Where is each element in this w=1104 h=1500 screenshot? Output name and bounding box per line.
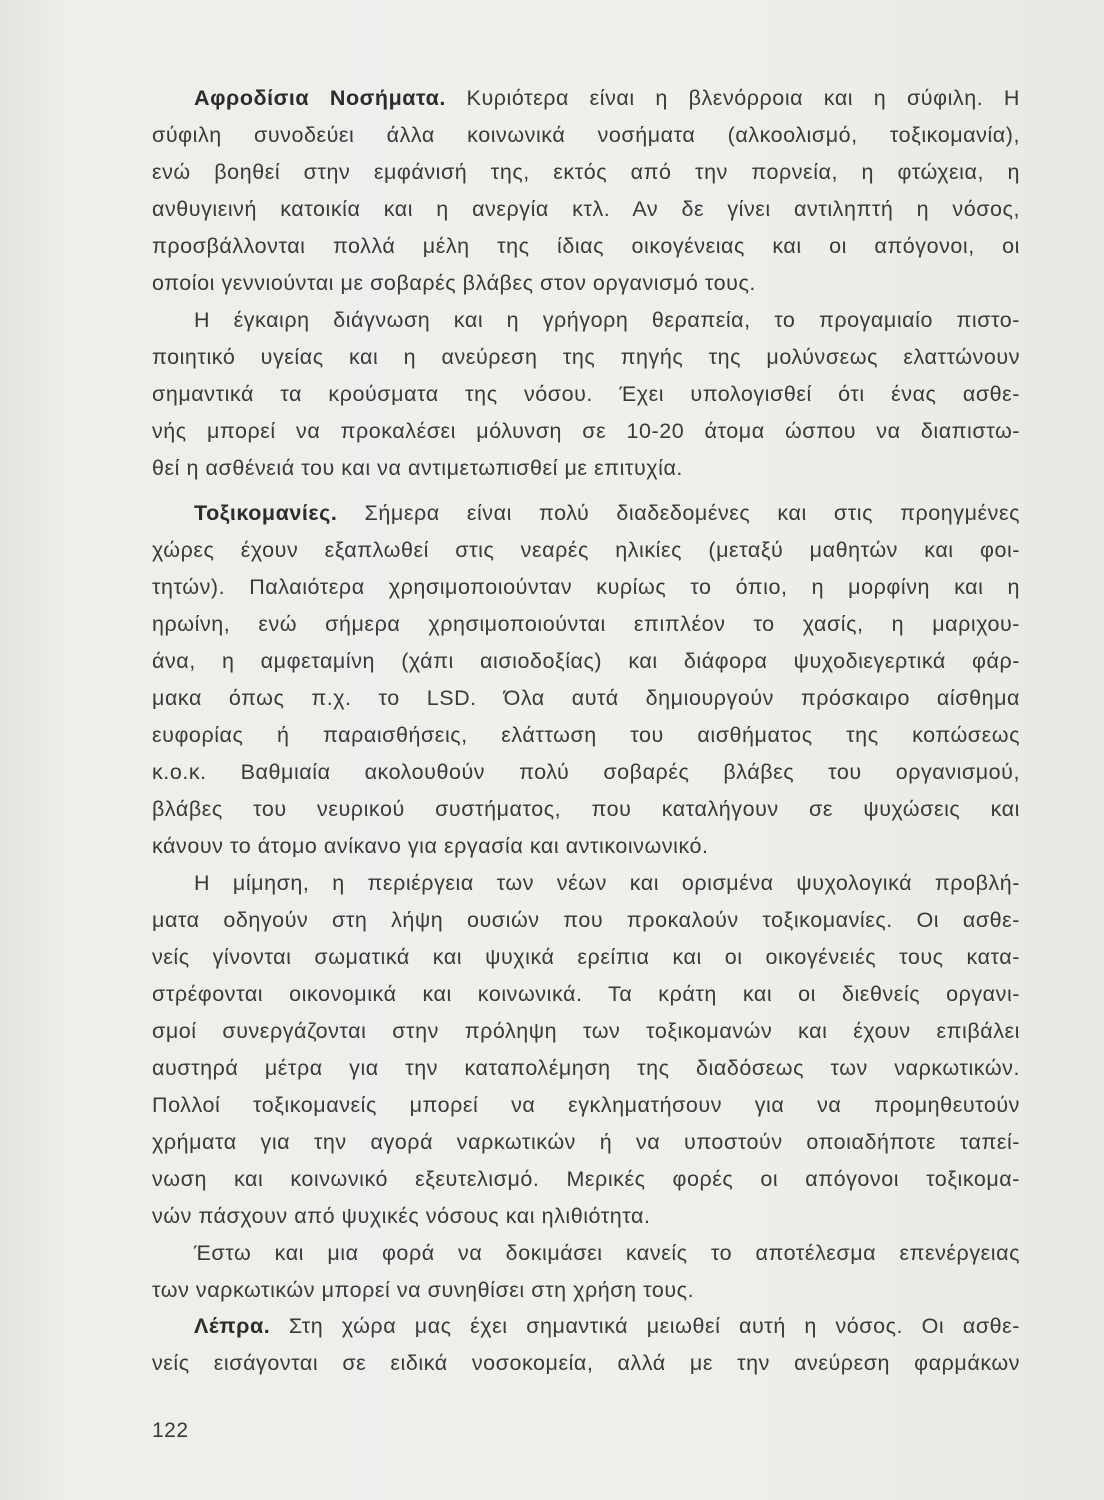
text-line: Τοξικομανίες. Σήμερα είναι πολύ διαδεδομένες και στις προηγμένες: [194, 501, 1020, 525]
text-line: νείς γίνονται σωματικά και ψυχικά ερείπια και οι οικογένειές τους κατα-: [152, 945, 1020, 969]
text-line: ανθυγιεινή κατοικία και η ανεργία κτλ. Αν δε γίνει αντιληπτή η νόσος,: [152, 197, 1020, 221]
text-line: ευφορίας ή παραισθήσεις, ελάττωση του αισθήματος της κοπώσεως: [152, 723, 1020, 747]
section-heading: Τοξικομανίες.: [194, 501, 338, 525]
text-line: νείς εισάγονται σε ειδικά νοσοκομεία, αλλά με την ανεύρεση φαρμάκων: [152, 1351, 1020, 1375]
text-line: νής μπορεί να προκαλέσει μόλυνση σε 10-20 άτομα ώσπου να διαπιστω-: [152, 419, 1020, 443]
text-line: νών πάσχουν από ψυχικές νόσους και ηλιθιότητα.: [152, 1204, 651, 1228]
text-line: κ.ο.κ. Βαθμιαία ακολουθούν πολύ σοβαρές βλάβες του οργανισμού,: [152, 760, 1020, 784]
text-line: των ναρκωτικών μπορεί να συνηθίσει στη χρήση τους.: [152, 1278, 695, 1302]
text-line: στρέφονται οικονομικά και κοινωνικά. Τα κράτη και οι διεθνείς οργανι-: [152, 982, 1020, 1006]
text-line: βλάβες του νευρικού συστήματος, που καταλήγουν σε ψυχώσεις και: [152, 797, 1020, 821]
text-line: ποιητικό υγείας και η ανεύρεση της πηγής της μολύνσεως ελαττώνουν: [152, 345, 1020, 369]
text-line: σημαντικά τα κρούσματα της νόσου. Έχει υπολογισθεί ότι ένας ασθε-: [152, 382, 1020, 406]
text-line: άνα, η αμφεταμίνη (χάπι αισιοδοξίας) και διάφορα ψυχοδιεγερτικά φάρ-: [152, 649, 1020, 673]
text-line: Έστω και μια φορά να δοκιμάσει κανείς το αποτέλεσμα επενέργειας: [194, 1241, 1020, 1265]
text-line: Η έγκαιρη διάγνωση και η γρήγορη θεραπεία, το προγαμιαίο πιστο-: [194, 308, 1020, 332]
section-heading: Λέπρα.: [194, 1314, 271, 1338]
text-line: ματα οδηγούν στη λήψη ουσιών που προκαλούν τοξικομανίες. Οι ασθε-: [152, 908, 1020, 932]
text-line: μακα όπως π.χ. το LSD. Όλα αυτά δημιουργούν πρόσκαιρο αίσθημα: [152, 686, 1020, 710]
text-line: σύφιλη συνοδεύει άλλα κοινωνικά νοσήματα (αλκοολισμό, τοξικομανία),: [152, 123, 1020, 147]
text-line: νωση και κοινωνικό εξευτελισμό. Μερικές φορές οι απόγονοι τοξικομα-: [152, 1167, 1020, 1191]
text-line: Αφροδίσια Νοσήματα. Κυριότερα είναι η βλενόρροια και η σύφιλη. Η: [194, 86, 1021, 110]
text-line: Η μίμηση, η περιέργεια των νέων και ορισμένα ψυχολογικά προβλή-: [194, 871, 1020, 895]
text-line: ενώ βοηθεί στην εμφάνισή της, εκτός από την πορνεία, η φτώχεια, η: [152, 160, 1020, 184]
text-line: Λέπρα. Στη χώρα μας έχει σημαντικά μειωθεί αυτή η νόσος. Οι ασθε-: [194, 1314, 1020, 1338]
text-line: ηρωίνη, ενώ σήμερα χρησιμοποιούνται επιπλέον το χασίς, η μαριχου-: [152, 612, 1020, 636]
text-line: αυστηρά μέτρα για την καταπολέμηση της διαδόσεως των ναρκωτικών.: [152, 1056, 1020, 1080]
text-line: χρήματα για την αγορά ναρκωτικών ή να υποστούν οποιαδήποτε ταπεί-: [152, 1130, 1020, 1154]
text-line: σμοί συνεργάζονται στην πρόληψη των τοξικομανών και έχουν επιβάλει: [152, 1019, 1020, 1043]
page-number: 122: [152, 1419, 189, 1442]
text-line: οποίοι γεννιούνται με σοβαρές βλάβες στον οργανισμό τους.: [152, 271, 756, 295]
section-heading: Αφροδίσια Νοσήματα.: [194, 86, 446, 110]
text-line: κάνουν το άτομο ανίκανο για εργασία και αντικοινωνικό.: [152, 834, 709, 858]
text-line: τητών). Παλαιότερα χρησιμοποιούνταν κυρίως το όπιο, η μορφίνη και η: [152, 575, 1020, 599]
text-line: Πολλοί τοξικομανείς μπορεί να εγκληματήσουν για να προμηθευτούν: [152, 1093, 1020, 1117]
text-line: θεί η ασθένειά του και να αντιμετωπισθεί με επιτυχία.: [152, 456, 683, 480]
text-line: χώρες έχουν εξαπλωθεί στις νεαρές ηλικίες (μεταξύ μαθητών και φοι-: [152, 538, 1020, 562]
text-line: προσβάλλονται πολλά μέλη της ίδιας οικογένειας και οι απόγονοι, οι: [152, 234, 1020, 258]
